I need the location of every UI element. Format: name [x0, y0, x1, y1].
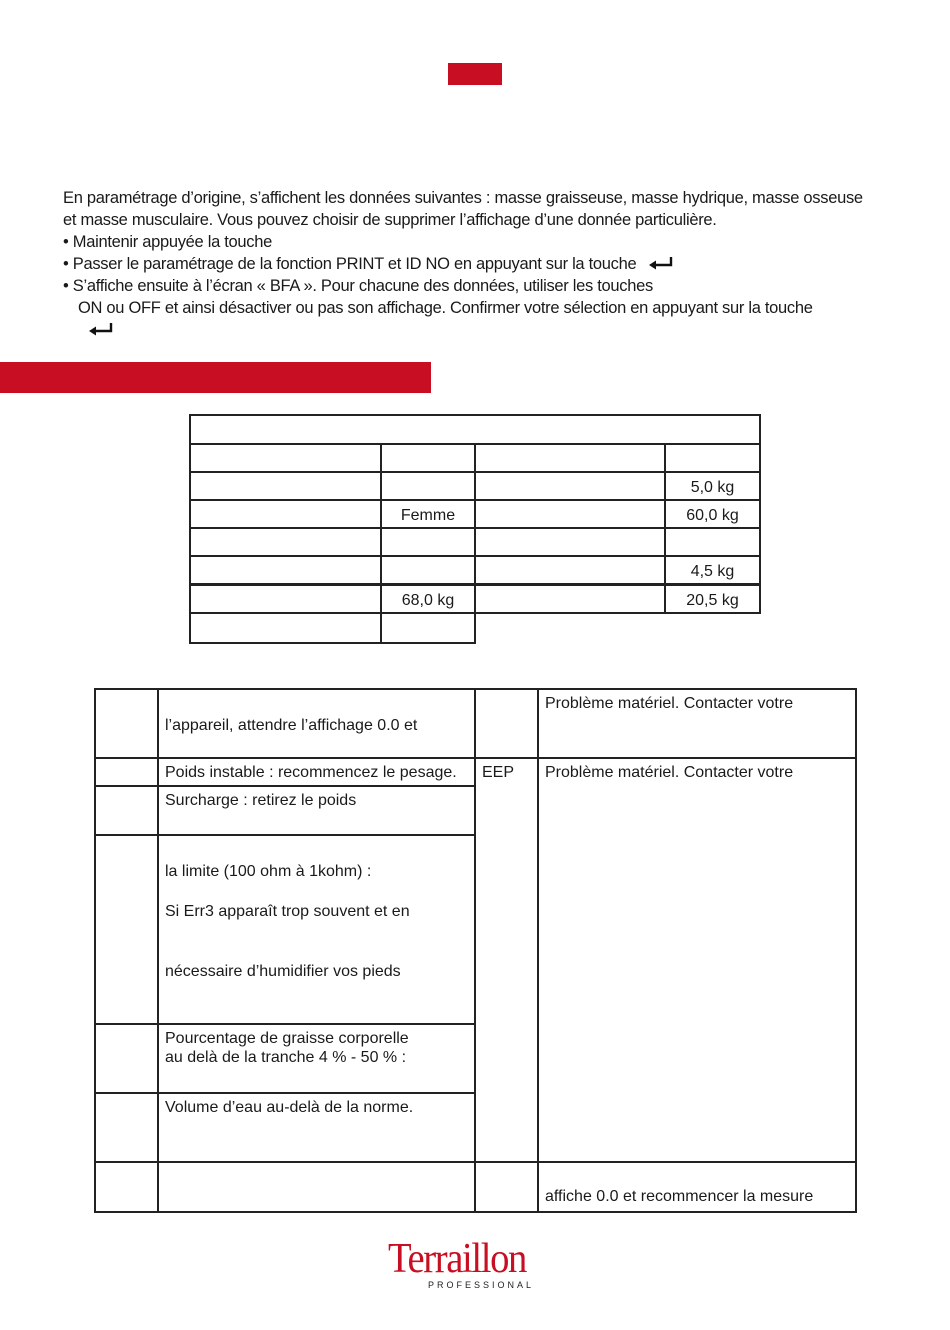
error-code-cell [94, 757, 159, 787]
table-cell [189, 499, 382, 529]
settings-table [189, 414, 761, 644]
error-code-cell [94, 834, 159, 1025]
error-code-cell [474, 1161, 539, 1213]
error-desc-text: Pourcentage de graisse corporelle [165, 1030, 409, 1047]
error-desc-text: Surcharge : retirez le poids [165, 792, 357, 809]
table-cell [189, 471, 382, 501]
error-desc-text: au delà de la tranche 4 % - 50 % : [165, 1049, 407, 1066]
bullet-2-text: • Passer le paramétrage de la fonction PRINT et ID NO en appuyant sur la touche [63, 255, 637, 273]
table-cell [380, 612, 476, 644]
error-code-cell [94, 688, 159, 759]
intro-line-2: et masse musculaire. Vous pouvez choisir de supprimer l’affichage d’une donnée particulière. [63, 211, 717, 229]
solution-cell [537, 688, 857, 759]
table-cell-value: 60,0 kg [664, 499, 761, 529]
table-cell [189, 443, 382, 473]
table-cell [189, 612, 382, 644]
table-cell [664, 527, 761, 557]
solution-text: Problème matériel. Contacter votre [545, 695, 794, 712]
table-cell [380, 527, 476, 557]
table-cell-value: 20,5 kg [664, 584, 761, 614]
table-cell [474, 555, 666, 585]
page-header-tab [448, 63, 502, 85]
error-desc-cell [157, 1161, 476, 1213]
bullet-2 [63, 253, 893, 275]
error-desc-text: nécessaire d’humidifier vos pieds [165, 963, 401, 980]
table-cell-value: 4,5 kg [664, 555, 761, 585]
table-cell [380, 471, 476, 501]
error-desc-text: la limite (100 ohm à 1kohm) : [165, 863, 372, 880]
enter-key-icon [648, 256, 674, 270]
bullet-3-icon-line [63, 319, 893, 341]
error-desc-text: Si Err3 apparaît trop souvent et en [165, 903, 410, 920]
table-cell [189, 555, 382, 585]
table-cell [474, 499, 666, 529]
logo-wordmark: Terraillon [388, 1236, 526, 1282]
error-desc-cell [157, 1023, 476, 1094]
intro-line-1: En paramétrage d’origine, s’affichent les données suivantes : masse graisseuse, masse hydrique, masse osseuse [63, 189, 863, 207]
table-cell-value: 5,0 kg [664, 471, 761, 501]
error-desc-cell [157, 688, 476, 759]
solution-cell [537, 1161, 857, 1213]
error-code-cell [474, 757, 539, 1163]
table-cell [380, 443, 476, 473]
error-desc-cell [157, 834, 476, 1025]
error-desc-cell [157, 1092, 476, 1163]
table-cell [474, 443, 666, 473]
table-cell [380, 555, 476, 585]
solution-text: Problème matériel. Contacter votre [545, 764, 794, 781]
intro-text [63, 187, 893, 341]
table-cell-value: Femme [380, 499, 476, 529]
error-desc-text: l’appareil, attendre l’affichage 0.0 et [165, 717, 418, 734]
error-code-cell [94, 1092, 159, 1163]
table-cell [474, 527, 666, 557]
table-cell [664, 443, 761, 473]
bullet-3-cont: ON ou OFF et ainsi désactiver ou pas son affichage. Confirmer votre sélection en appuyant sur la touche [78, 299, 813, 317]
solution-cell [537, 757, 857, 1163]
logo-tagline: PROFESSIONAL [428, 1280, 535, 1290]
error-desc-text: Volume d’eau au-delà de la norme. [165, 1099, 414, 1116]
terraillon-logo [388, 1238, 566, 1294]
section-heading-bar [0, 362, 431, 393]
error-codes-table [94, 688, 857, 1213]
error-code-text: EEP [482, 764, 515, 781]
error-code-cell [474, 688, 539, 759]
solution-text: affiche 0.0 et recommencer la mesure [545, 1188, 814, 1205]
table-cell [474, 584, 666, 614]
bullet-3: • S’affiche ensuite à l’écran « BFA ». Pour chacune des données, utiliser les touches [63, 277, 653, 295]
bullet-1: • Maintenir appuyée la touche [63, 233, 272, 251]
error-desc-cell [157, 757, 476, 787]
table-cell [189, 584, 382, 614]
table-cell [189, 527, 382, 557]
error-code-cell [94, 1023, 159, 1094]
table-cell [474, 471, 666, 501]
enter-key-icon [88, 322, 114, 336]
error-code-cell [94, 1161, 159, 1213]
table-cell-value: 68,0 kg [380, 584, 476, 614]
table-header-cell [189, 414, 761, 445]
error-desc-text: Poids instable : recommencez le pesage. [165, 764, 457, 781]
error-code-cell [94, 785, 159, 836]
error-desc-cell [157, 785, 476, 836]
